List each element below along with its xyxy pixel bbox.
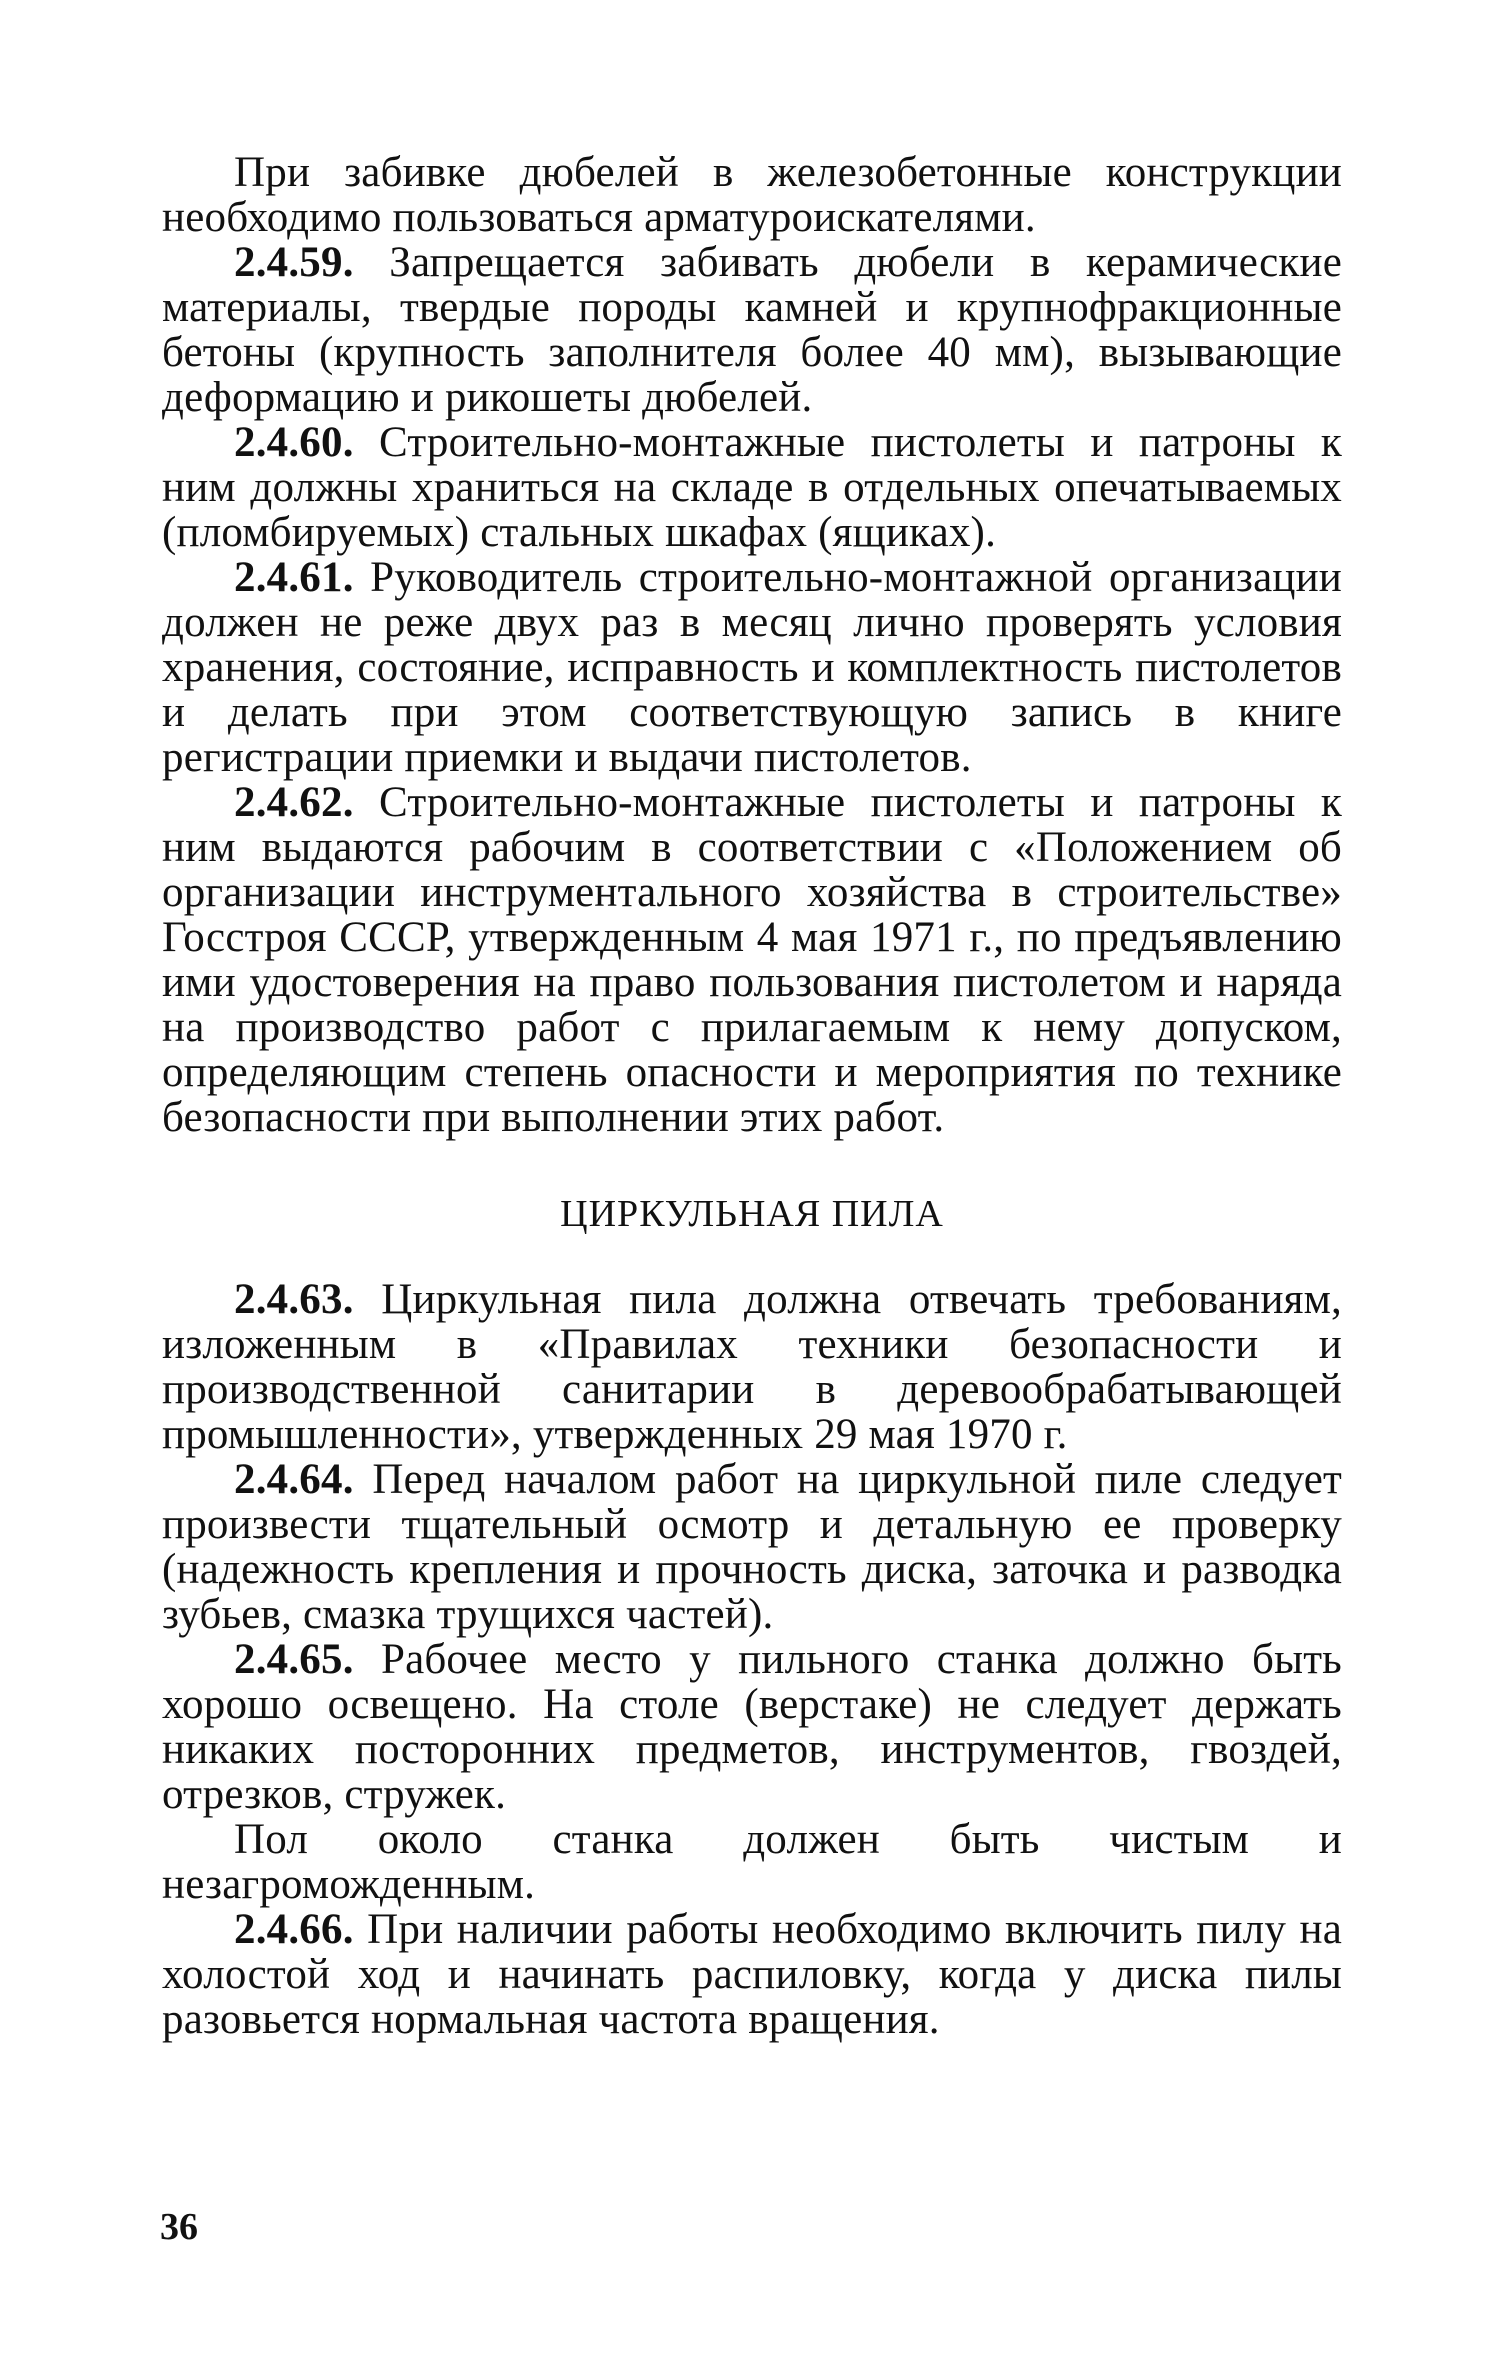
paragraph-2-4-62 bbox=[162, 780, 1342, 1140]
clause-text: Циркульная пила должна отвечать требованиям, изложенным в «Правилах техники безопасности и производственной санитарии в деревообрабатывающей промышленности», утвержденных 29 мая 1970 г. bbox=[162, 1276, 1342, 1458]
clause-number: 2.4.63. bbox=[234, 1276, 354, 1323]
clause-text: Строительно-монтажные пистолеты и патроны к ним выдаются рабочим в соответствии с «Положением об организации инструментального хозяйства в строительстве» Госстроя СССР, утвержденным 4 мая 1971 г., по предъявлению ими удостоверения на право пользования пистолетом и наряда на производство работ с прилагаемым к нему допуском, определяющим степень опасности и мероприятия по технике безопасности при выполнении этих работ. bbox=[162, 779, 1342, 1141]
paragraph-2-4-59 bbox=[162, 240, 1342, 420]
clause-number: 2.4.59. bbox=[234, 239, 354, 286]
section-heading: ЦИРКУЛЬНАЯ ПИЛА bbox=[560, 1193, 944, 1235]
paragraph-2-4-63 bbox=[162, 1277, 1342, 1457]
clause-text: Руководитель строительно-монтажной организации должен не реже двух раз в месяц лично проверять условия хранения, состояние, исправность и комплектность пистолетов и делать при этом соответствующую запись в книге регистрации приемки и выдачи пистолетов. bbox=[162, 554, 1343, 781]
clause-text: При забивке дюбелей в железобетонные конструкции необходимо пользоваться арматуроискателями. bbox=[162, 149, 1342, 241]
clause-text: Пол около станка должен быть чистым и незагроможденным. bbox=[162, 1816, 1342, 1908]
paragraph-2-4-61 bbox=[162, 555, 1342, 780]
clause-text: Перед началом работ на циркульной пиле следует произвести тщательный осмотр и детальную ее проверку (надежность крепления и прочность диска, заточка и разводка зубьев, смазка трущихся частей). bbox=[162, 1456, 1342, 1638]
clause-text: Запрещается забивать дюбели в керамические материалы, твердые породы камней и крупнофракционные бетоны (крупность заполнителя более 40 мм), вызывающие деформацию и рикошеты дюбелей. bbox=[162, 239, 1342, 421]
paragraph-2-4-66 bbox=[162, 1907, 1342, 2042]
clause-text: Рабочее место у пильного станка должно быть хорошо освещено. На столе (верстаке) не следует держать никаких посторонних предметов, инструментов, гвоздей, отрезков, стружек. bbox=[162, 1636, 1342, 1818]
clause-number: 2.4.61. bbox=[234, 554, 354, 601]
clause-text: Строительно-монтажные пистолеты и патроны к ним должны храниться на складе в отдельных опечатываемых (пломбируемых) стальных шкафах (ящиках). bbox=[162, 419, 1342, 556]
document-page bbox=[162, 150, 1342, 2042]
paragraph-dowels-intro bbox=[162, 150, 1342, 240]
clause-number: 2.4.65. bbox=[234, 1636, 354, 1683]
paragraph-2-4-64 bbox=[162, 1457, 1342, 1637]
clause-number: 2.4.64. bbox=[234, 1456, 354, 1503]
clause-number: 2.4.60. bbox=[234, 419, 354, 466]
paragraph-2-4-60 bbox=[162, 420, 1342, 555]
page-number: 36 bbox=[160, 2206, 198, 2248]
clause-number: 2.4.66. bbox=[234, 1906, 354, 1953]
paragraph-2-4-65 bbox=[162, 1637, 1342, 1817]
clause-number: 2.4.62. bbox=[234, 779, 354, 826]
clause-text: При наличии работы необходимо включить пилу на холостой ход и начинать распиловку, когда у диска пилы разовьется нормальная частота вращения. bbox=[162, 1906, 1342, 2043]
paragraph-floor bbox=[162, 1817, 1342, 1907]
